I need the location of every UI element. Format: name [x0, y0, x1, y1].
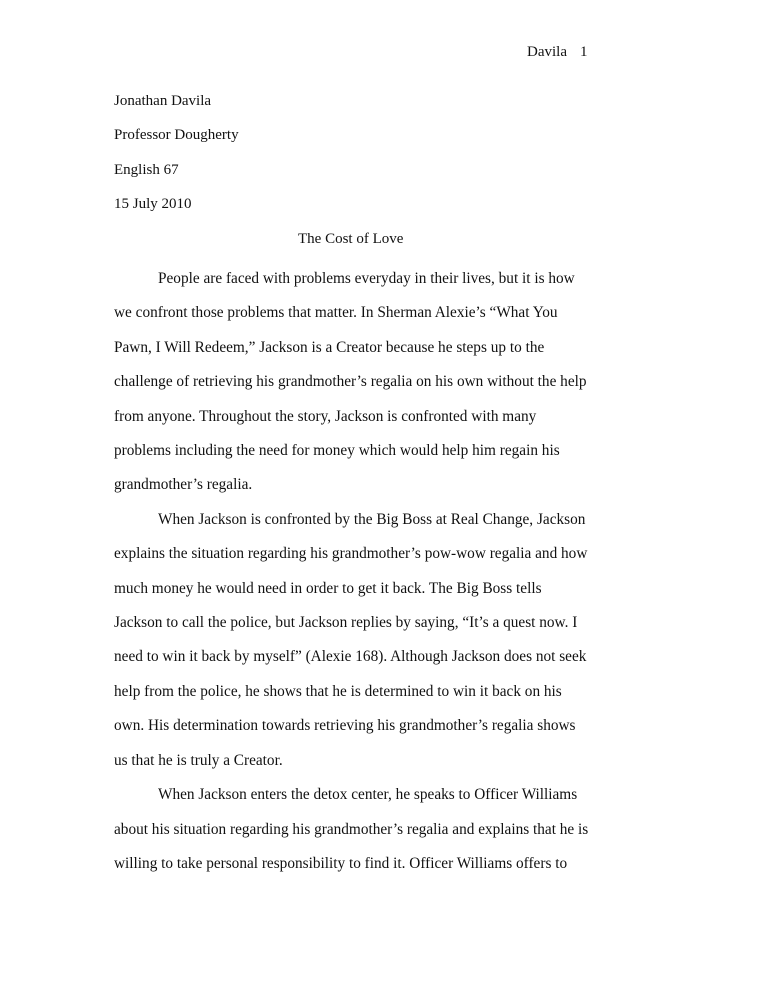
- essay-body: [114, 262, 589, 881]
- paragraph-2: When Jackson is confronted by the Big Boss at Real Change, Jackson explains the situation regarding his grandmother’s pow-wow regalia and how much money he would need in order to get it back. The Big Boss tells Jackson to call the police, but Jackson replies by saying, “It’s a quest now. I need to win it back by myself” (Alexie 168). Although Jackson does not seek help from the police, he shows that he is determined to win it back on his own. His determination towards retrieving his grandmother’s regalia shows us that he is truly a Creator.: [114, 510, 588, 769]
- essay-title: The Cost of Love: [298, 231, 404, 247]
- running-header: [527, 42, 587, 62]
- professor-name: Professor Dougherty: [114, 127, 239, 143]
- paragraph-3: When Jackson enters the detox center, he speaks to Officer Williams about his situation regarding his grandmother’s regalia and explains that he is willing to take personal responsibility to find it. Officer Williams offers to: [114, 786, 589, 872]
- student-name: Jonathan Davila: [114, 93, 212, 109]
- course-name: English 67: [114, 162, 179, 178]
- paragraph-1: People are faced with problems everyday in their lives, but it is how we confront those problems that matter. In Sherman Alexie’s “What You Pawn, I Will Redeem,” Jackson is a Creator because he steps up to the challenge of retrieving his grandmother’s regalia on his own without the help from anyone. Throughout the story, Jackson is confronted with many problems including the need for money which would help him regain his grandmother’s regalia.: [114, 270, 587, 494]
- header-surname: Davila: [527, 44, 567, 60]
- essay-date: 15 July 2010: [114, 196, 192, 212]
- page-number: 1: [579, 44, 588, 60]
